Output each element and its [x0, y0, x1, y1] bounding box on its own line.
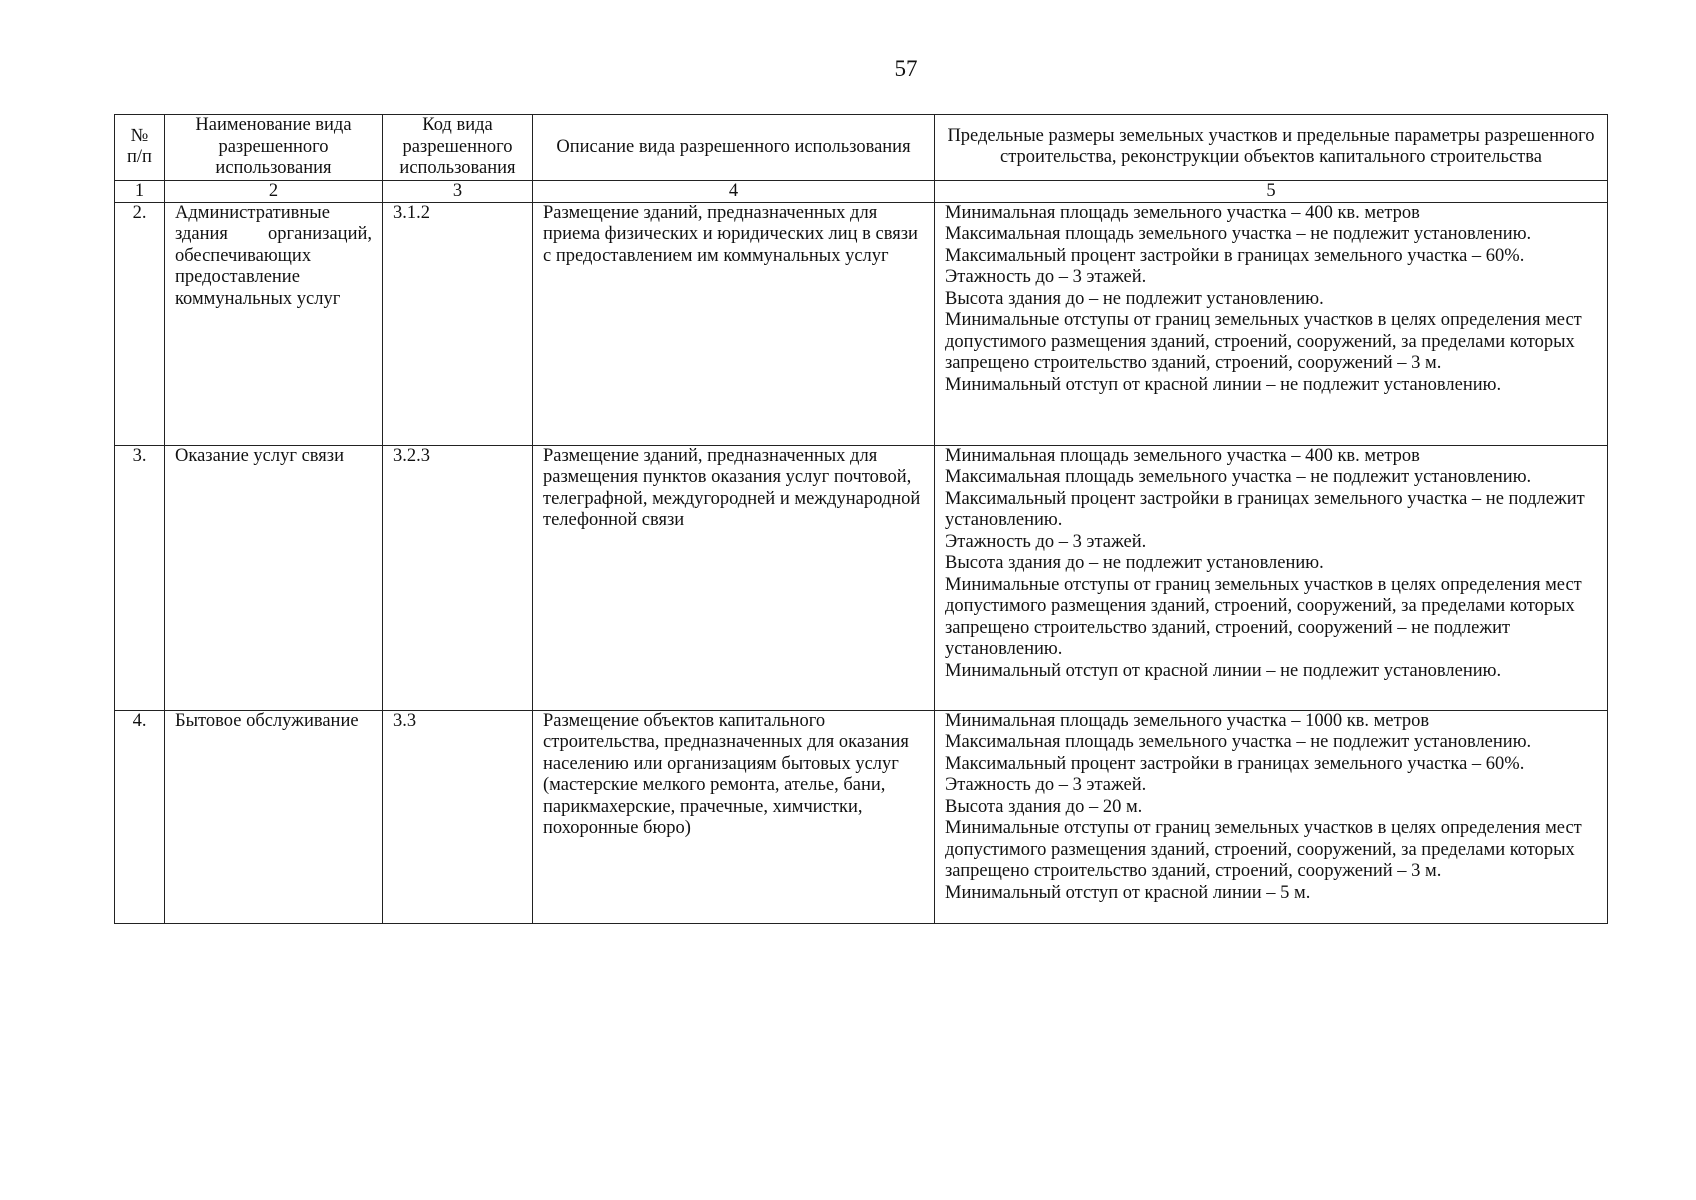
limit-line: Максимальный процент застройки в границах земельного участка – 60%. — [945, 245, 1525, 266]
use-name: Бытовое обслуживание — [165, 710, 383, 923]
table-row — [115, 202, 1608, 445]
header-limits: Предельные размеры земельных участков и предельные параметры разрешенного строительства, реконструкции объектов капитального строительства — [935, 115, 1608, 181]
use-description: Размещение зданий, предназначенных для приема физических и юридических лиц в связи с предоставлением им коммунальных услуг — [533, 202, 935, 445]
row-number: 4. — [115, 710, 165, 923]
limit-line: Высота здания до – не подлежит установлению. — [945, 553, 1324, 573]
limit-line: Минимальная площадь земельного участка – 400 кв. метров — [945, 202, 1420, 223]
header-use-description: Описание вида разрешенного использования — [533, 115, 935, 181]
row-number: 2. — [115, 202, 165, 445]
limit-line: Максимальная площадь земельного участка – не подлежит установлению. — [945, 467, 1532, 487]
use-description: Размещение объектов капитального строительства, предназначенных для оказания населению или организациям бытовых услуг (мастерские мелкого ремонта, ателье, бани, парикмахерские, прачечные, химчистки, похоронные бюро) — [533, 710, 935, 923]
limit-line: Минимальные отступы от границ земельных участков в целях определения мест допустимого размещения зданий, строений, сооружений, за пределами которых запрещено строительство зданий, строений, сооружений – не подлежит установлению. — [945, 574, 1582, 659]
header-number: № п/п — [115, 115, 165, 181]
column-number: 2 — [165, 180, 383, 202]
use-code: 3.3 — [383, 710, 533, 923]
column-number: 4 — [533, 180, 935, 202]
limit-line: Минимальные отступы от границ земельных участков в целях определения мест допустимого размещения зданий, строений, сооружений, за пределами которых запрещено строительство зданий, строений, сооружений – 3 м. — [945, 310, 1582, 373]
limit-line: Максимальный процент застройки в границах земельного участка – 60%. — [945, 753, 1525, 774]
column-number: 3 — [383, 180, 533, 202]
use-limits — [935, 202, 1608, 445]
limit-line: Высота здания до – 20 м. — [945, 796, 1143, 817]
limit-line: Минимальный отступ от красной линии – 5 м. — [945, 882, 1311, 903]
table-header-row — [115, 115, 1608, 181]
limit-line: Максимальная площадь земельного участка – не подлежит установлению. — [945, 732, 1532, 752]
limit-line: Минимальный отступ от красной линии – не подлежит установлению. — [945, 374, 1502, 395]
use-limits — [935, 710, 1608, 923]
column-numbers-row — [115, 180, 1608, 202]
table-row — [115, 445, 1608, 710]
use-description: Размещение зданий, предназначенных для размещения пунктов оказания услуг почтовой, телеграфной, междугородней и международной телефонной связи — [533, 445, 935, 710]
use-limits — [935, 445, 1608, 710]
page-number: 57 — [894, 56, 918, 81]
limit-line: Максимальный процент застройки в границах земельного участка – не подлежит установлению. — [945, 488, 1585, 530]
table-row — [115, 710, 1608, 923]
limit-line: Этажность до – 3 этажей. — [945, 775, 1147, 795]
use-code: 3.2.3 — [383, 445, 533, 710]
limit-line: Этажность до – 3 этажей. — [945, 531, 1147, 552]
limit-line: Минимальный отступ от красной линии – не подлежит установлению. — [945, 660, 1502, 681]
limit-line: Минимальные отступы от границ земельных участков в целях определения мест допустимого размещения зданий, строений, сооружений, за пределами которых запрещено строительство зданий, строений, сооружений – 3 м. — [945, 818, 1582, 881]
use-code: 3.1.2 — [383, 202, 533, 445]
limit-line: Максимальная площадь земельного участка – не подлежит установлению. — [945, 224, 1532, 244]
column-number: 5 — [935, 180, 1608, 202]
header-use-name: Наименование вида разрешенного использования — [165, 115, 383, 181]
limit-line: Высота здания до – не подлежит установлению. — [945, 288, 1324, 309]
limit-line: Минимальная площадь земельного участка – 1000 кв. метров — [945, 710, 1430, 731]
land-use-table — [114, 114, 1608, 924]
limit-line: Этажность до – 3 этажей. — [945, 267, 1147, 287]
column-number: 1 — [115, 180, 165, 202]
row-number: 3. — [115, 445, 165, 710]
use-name: Административные здания организаций, обеспечивающих предоставление коммунальных услуг — [165, 202, 383, 445]
header-use-code: Код вида разрешенного использования — [383, 115, 533, 181]
limit-line: Минимальная площадь земельного участка – 400 кв. метров — [945, 445, 1420, 466]
use-name: Оказание услуг связи — [165, 445, 383, 710]
